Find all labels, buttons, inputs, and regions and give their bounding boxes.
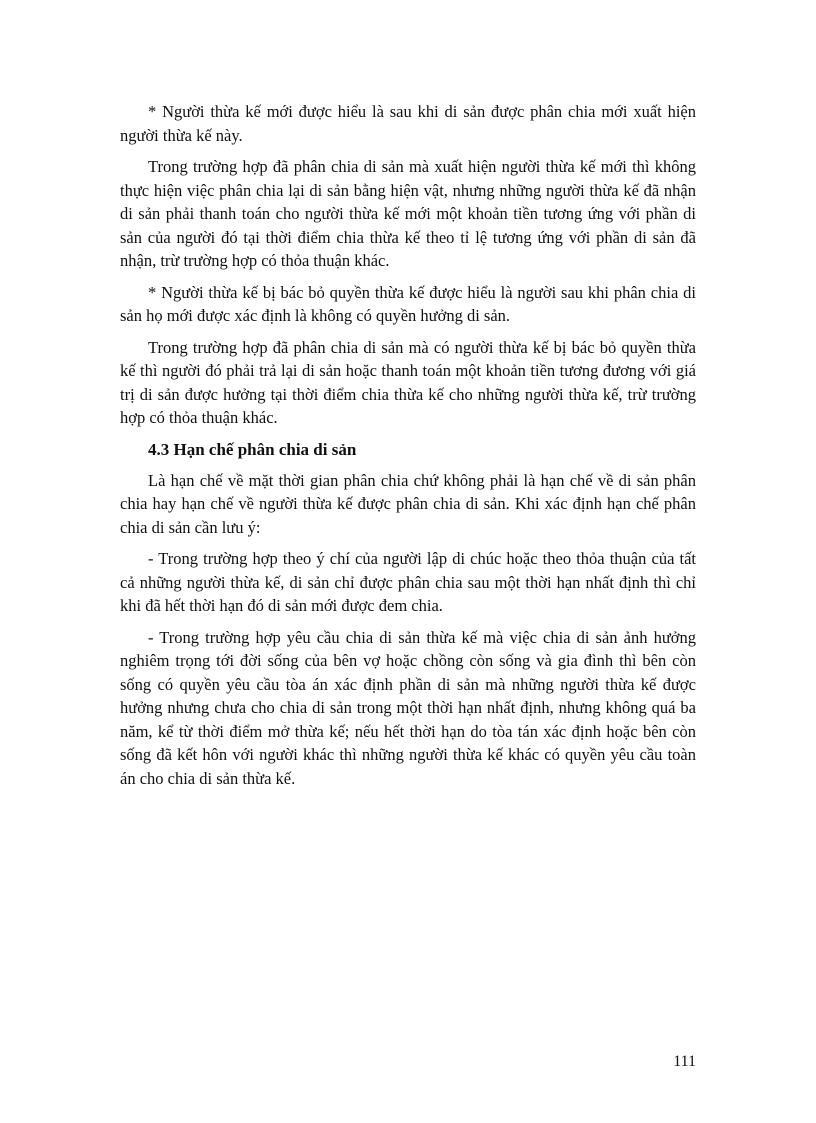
page-body [120,100,696,798]
paragraph-spouse-court-limit: - Trong trường hợp yêu cầu chia di sản thừa kế mà việc chia di sản ảnh hưởng nghiêm trọng tới đời sống của bên vợ hoặc chồng còn sống và gia đình thì bên còn sống có quyền yêu cầu tòa án xác định phần di sản mà những người thừa kế được hưởng nhưng chưa cho chia di sản trong một thời hạn nhất định, nhưng không quá ba năm, kể từ thời điểm mở thừa kế; nếu hết thời hạn do tòa tán xác định hoặc bên còn sống đã kết hôn với người khác thì những người thừa kế khác có quyền yêu cầu toàn án cho chia di sản thừa kế. [120,627,696,788]
paragraph-new-heir-definition: * Người thừa kế mới được hiểu là sau khi di sản được phân chia mới xuất hiện người thừa kế này. [120,102,696,145]
paragraph-rejected-heir-definition: * Người thừa kế bị bác bỏ quyền thừa kế được hiểu là người sau khi phân chia di sản họ mới được xác định là không có quyền hưởng di sản. [120,282,696,325]
paragraph-rejected-heir-return: Trong trường hợp đã phân chia di sản mà có người thừa kế bị bác bỏ quyền thừa kế thì người đó phải trả lại di sản hoặc thanh toán một khoản tiền tương đương với giá trị di sản được hưởng tại thời điểm chia thừa kế cho những người thừa kế, trừ trường hợp có thỏa thuận khác. [120,337,696,427]
paragraph-will-agreement-limit: - Trong trường hợp theo ý chí của người lập di chúc hoặc theo thỏa thuận của tất cả những người thừa kế, di sản chỉ được phân chia sau một thời hạn nhất định thì chỉ khi đã hết thời hạn đó di sản mới được đem chia. [120,549,696,615]
page-number: 111 [673,1053,696,1070]
paragraph-division-limit-intro: Là hạn chế về mặt thời gian phân chia chứ không phải là hạn chế về di sản phân chia hay hạn chế về người thừa kế được phân chia di sản. Khi xác định hạn chế phân chia di sản cần lưu ý: [120,470,696,537]
section-heading: 4.3 Hạn chế phân chia di sản [148,439,357,459]
paragraph-new-heir-payment: Trong trường hợp đã phân chia di sản mà xuất hiện người thừa kế mới thì không thực hiện việc phân chia lại di sản bằng hiện vật, nhưng những người thừa kế đã nhận di sản phải thanh toán cho người thừa kế mới một khoản tiền tương ứng với phần di sản của người đó tại thời điểm chia thừa kế theo tỉ lệ tương ứng với phần di sản đã nhận, trừ trường hợp có thỏa thuận khác. [120,157,696,270]
